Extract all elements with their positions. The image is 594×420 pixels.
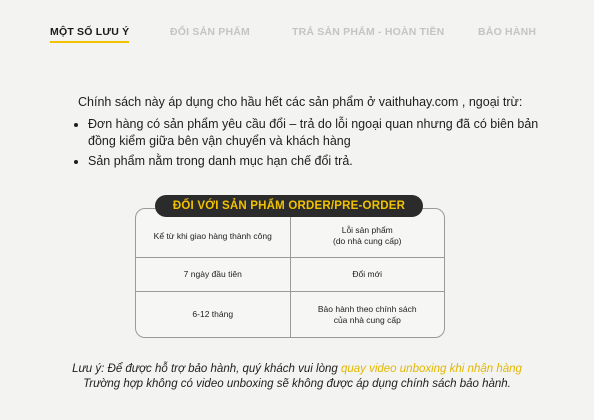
- tab-doi-san-pham[interactable]: ĐỔI SẢN PHẨM: [170, 26, 250, 38]
- table-cell: Kể từ khi giao hàng thành công: [153, 230, 272, 241]
- exception-list: [76, 116, 562, 173]
- intro-text: Chính sách này áp dụng cho hầu hết các sản phẩm ở vaithuhay.com , ngoại trừ:: [78, 95, 523, 109]
- table-cell: Lỗi sản phẩm (do nhà cung cấp): [290, 215, 445, 257]
- note-highlight: quay video unboxing khi nhận hàng: [340, 363, 522, 375]
- table-cell: Đổi mới: [290, 258, 445, 291]
- tab-bao-hanh[interactable]: BẢO HÀNH: [478, 26, 537, 38]
- table-cell: 7 ngày đầu tiên: [183, 269, 242, 279]
- tab-mot-so-luu-y[interactable]: MỘT SỐ LƯU Ý: [50, 26, 129, 43]
- note-prefix: Lưu ý: Để được hỗ trợ bảo hành, quý khách vui lòng: [72, 363, 341, 375]
- table-row: [136, 258, 444, 292]
- list-item: • Sản phẩm nằm trong danh mục hạn chế đổi trả.: [88, 153, 562, 170]
- table-cell: 6-12 tháng: [192, 309, 234, 319]
- list-item: • Đơn hàng có sản phẩm yêu cầu đổi – trả do lỗi ngoại quan nhưng đã có biên bản đồng kiểm giữa bên vận chuyển và khách hàng: [88, 116, 562, 150]
- table-row: [136, 292, 444, 337]
- warranty-note: [0, 362, 594, 392]
- table-cell: Bảo hành theo chính sách của nhà cung cấp: [290, 292, 445, 337]
- tab-tra-san-pham-hoan-tien[interactable]: TRẢ SẢN PHẨM - HOÀN TIỀN: [292, 26, 445, 38]
- note-line-2: Trường hợp không có video unboxing sẽ không được áp dụng chính sách bảo hành.: [83, 378, 511, 390]
- tab-bar: [0, 26, 594, 46]
- policy-table: [135, 208, 445, 338]
- table-title-pill: ĐỐI VỚI SẢN PHẨM ORDER/PRE-ORDER: [155, 195, 423, 217]
